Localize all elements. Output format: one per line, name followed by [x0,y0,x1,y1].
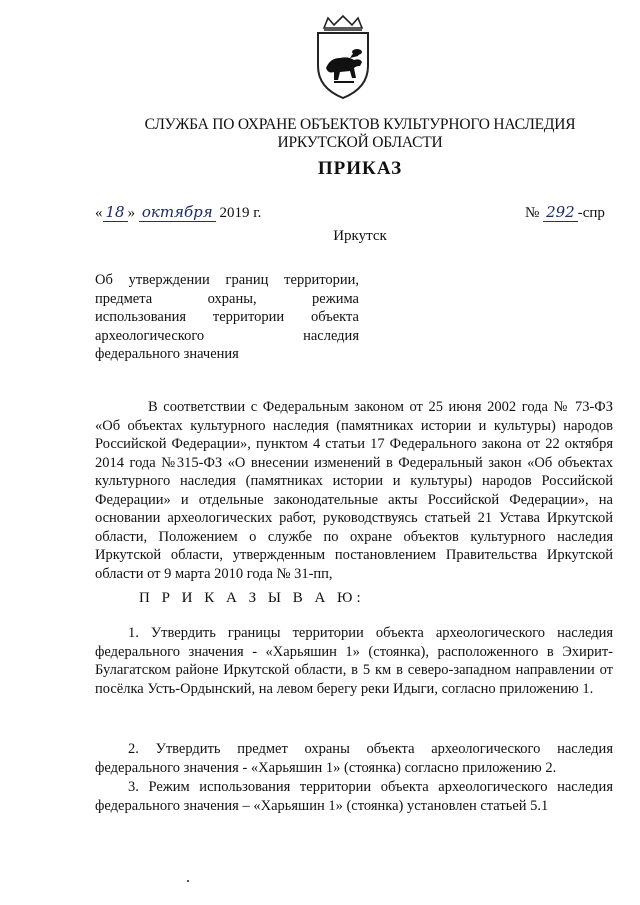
date-year: 2019 г. [219,205,262,221]
coat-of-arms-icon [310,14,376,100]
date-close-quote: » [127,205,136,221]
subject-line: использования территории объекта [95,309,359,325]
order-item-2: 2. Утвердить предмет охраны объекта археологического наследия федерального значения - «Харьяшин 1» (стоянка) согласно приложению 2. [95,741,613,776]
document-subject [95,271,359,364]
date-open-quote: « [95,205,103,221]
order-item-1: 1. Утвердить границы территории объекта археологического наследия федерального значения - «Харьяшин 1» (стоянка), расположенного в Эхирит-Булагатском районе Иркутской области, в 5 км в северо-западном направлении от посёлка Усть-Ордынский, на левом берегу реки Идыги, согласно приложению 1. [95,625,613,697]
preamble-paragraph: В соответствии с Федеральным законом от 25 июня 2002 года № 73-ФЗ «Об объектах культурного наследия (памятниках истории и культуры) народов Российской Федерации», пунктом 4 статьи 17 Федерального закона от 22 октября 2014 года №315-ФЗ «О внесении изменений в Федеральный закон «Об объектах культурного наследия (памятниках истории и культуры) народов Российской Федерации» и отдельные законодательные акты Российской Федерации», на основании археологических работ, руководствуясь статьей 21 Устава Иркутской области, Положением о службе по охране объектов культурного наследия Иркутской области, утвержденным постановлением Правительства Иркутской области от 9 марта 2010 года № 31-пп, [95,399,613,582]
number-suffix: -спр [577,205,605,221]
subject-line: предмета охраны, режима [95,290,359,307]
organization-name-line2: ИРКУТСКОЙ ОБЛАСТИ [277,134,443,151]
subject-line: археологического наследия [95,327,359,344]
number-value: 292 [543,203,578,222]
order-heading: П Р И К А З Ы В А Ю: [139,590,365,606]
scan-speck [187,880,189,882]
subject-line: федерального значения [95,346,239,362]
city: Иркутск [333,228,387,244]
document-number [525,203,605,222]
date-month: октября [139,203,216,222]
organization-name-line1: СЛУЖБА ПО ОХРАНЕ ОБЪЕКТОВ КУЛЬТУРНОГО НАСЛЕДИЯ [144,116,576,133]
number-prefix: № [525,205,540,221]
document-date [95,203,261,222]
document-title: ПРИКАЗ [317,158,403,179]
subject-line: Об утверждении границ территории, [95,272,359,288]
date-day: 18 [103,203,128,222]
order-item-3: 3. Режим использования территории объекта археологического наследия федерального значения – «Харьяшин 1» (стоянка) установлен статьей 5.1 [95,779,613,814]
